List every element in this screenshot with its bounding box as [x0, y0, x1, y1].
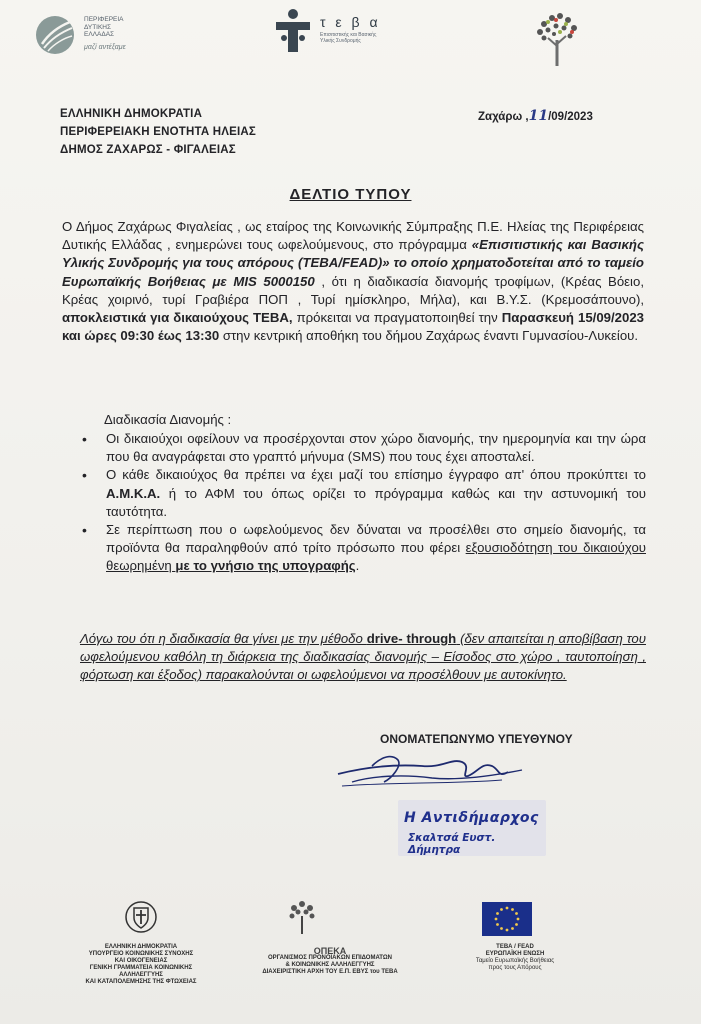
- teba-logo: [272, 8, 392, 54]
- drive-through-note: Λόγω του ότι η διαδικασία θα γίνει με την μέθοδο drive- through (δεν απαιτείται η αποβίβαση του ωφελούμενου καθόλη τη διάρκεια της διαδικασίας διανομής – Είσοδος στο χώρο , ταυτοποίηση , φόρτωση και έξοδος) παρακαλούνται οι ωφελούμενοι να προσέλθουν με αυτοκίνητο.: [80, 631, 646, 683]
- teba-mark-icon: [272, 8, 314, 54]
- procedure-item-3: • Σε περίπτωση που ο ωφελούμενος δεν δύναται να προσέλθει στο σημείο διανομής, τα προϊόντα θα παραληφθούν από τρίτο πρόσωπο που φέρει εξουσιοδότηση του δικαιούχου θεωρημένη με το γνήσιο της υπογραφής.: [80, 521, 646, 576]
- document-date: Ζαχάρω ,11/09/2023: [478, 108, 593, 124]
- teba-subtitle: Επισιτιστικής και Βασικής Υλικής Συνδρομής: [320, 32, 377, 44]
- header-line-3: ΔΗΜΟΣ ΖΑΧΑΡΩΣ - ΦΙΓΑΛΕΙΑΣ: [60, 144, 236, 156]
- greek-coat-of-arms-icon: [124, 900, 158, 934]
- signature-title: ΟΝΟΜΑΤΕΠΩΝΥΜΟ ΥΠΕΥΘΥΝΟΥ: [380, 732, 573, 746]
- header-line-2: ΠΕΡΙΦΕΡΕΙΑΚΗ ΕΝΟΤΗΤΑ ΗΛΕΙΑΣ: [60, 126, 256, 138]
- main-paragraph: Ο Δήμος Ζαχάρως Φιγαλείας , ως εταίρος της Κοινωνικής Σύμπραξης Π.Ε. Ηλείας της Περιφέρειας Δυτικής Ελλάδας , ενημερώνει τους ωφελούμενους, στο πρόγραμμα «Επισιτιστικής και Βασικής Υλικής Συνδρομής για τους απόρους (ΤΕΒΑ/FEAD)» το οποίο χρηματοδοτείται από το ταμείο Ευρωπαϊκής Βοήθειας με MIS 5000150 , ότι η διαδικασία διανομής τροφίμων, (Κρέας Βόειο, Κρέας χοιρινό, τυρί Γραβιέρα ΠΟΠ , Τυρί ημίσκληρο, Μήλα), και Β.Υ.Σ. (Κρεμοσάπουνο), αποκλειστικά για δικαιούχους ΤΕΒΑ, πρόκειται να πραγματοποιηθεί την Παρασκευή 15/09/2023 και ώρες 09:30 έως 13:30 στην κεντρική αποθήκη του δήμου Ζαχάρως έναντι Γυμνασίου-Λυκείου.: [62, 219, 644, 344]
- region-slogan: μαζί αντέξαμε: [84, 44, 126, 51]
- opeka-tree-icon: [282, 896, 322, 936]
- procedure-list: [80, 430, 646, 576]
- tree-logo-icon: [526, 6, 588, 68]
- teba-name: τ ε β α: [320, 14, 381, 30]
- document-title: ΔΕΛΤΙΟ ΤΥΠΟΥ: [289, 186, 412, 203]
- region-emblem-icon: [34, 14, 76, 56]
- header-line-1: ΕΛΛΗΝΙΚΗ ΔΗΜΟΚΡΑΤΙΑ: [60, 108, 203, 120]
- footer-fead: ΤΕΒΑ / FEAD ΕΥΡΩΠΑΪΚΗ ΕΝΩΣΗ Ταμείο Ευρωπαϊκής Βοήθειας προς τους Απόρους: [475, 944, 555, 971]
- region-logo: [34, 14, 154, 60]
- procedure-title: Διαδικασία Διανομής :: [104, 412, 232, 427]
- footer-opeka: ΟΠΕΚΑ ΟΡΓΑΝΙΣΜΟΣ ΠΡΟΝΟΙΑΚΩΝ ΕΠΙΔΟΜΑΤΩΝ & ΚΟΙΝΩΝΙΚΗΣ ΑΛΛΗΛΕΓΓΥΗΣ ΔΙΑΧΕΙΡΙΣΤΙΚΗ ΑΡΧΗ ΤΟΥ Ε.Π. ΕΒΥΣ του ΤΕΒΑ: [262, 946, 398, 975]
- official-stamp: Η Αντιδήμαρχος Σκαλτσά Ευστ. Δήμητρα: [398, 800, 546, 856]
- region-logo-text: ΠΕΡΙΦΕΡΕΙΑ ΔΥΤΙΚΗΣ ΕΛΛΑΔΑΣ: [84, 16, 124, 38]
- eu-flag-icon: [482, 902, 532, 936]
- procedure-item-1: • Οι δικαιούχοι οφείλουν να προσέρχονται στον χώρο διανομής, την ημερομηνία και την ώρα που θα αναγράφεται στο γραπτό μήνυμα (SMS) που τους έχει αποσταλεί.: [80, 430, 646, 466]
- procedure-item-2: • Ο κάθε δικαιούχος θα πρέπει να έχει μαζί του επίσημο έγγραφο απ' όπου προκύπτει το Α.Μ.Κ.Α. ή το ΑΦΜ του όπως ορίζει το πρόγραμμα καθώς και την αστυνομική του ταυτότητα.: [80, 466, 646, 521]
- footer-ministry: ΕΛΛΗΝΙΚΗ ΔΗΜΟΚΡΑΤΙΑ ΥΠΟΥΡΓΕΙΟ ΚΟΙΝΩΝΙΚΗΣ ΣΥΝΟΧΗΣ ΚΑΙ ΟΙΚΟΓΕΝΕΙΑΣ ΓΕΝΙΚΗ ΓΡΑΜΜΑΤΕΙΑ ΚΟΙΝΩΝΙΚΗΣ ΑΛΛΗΛΕΓΓΥΗΣ ΚΑΙ ΚΑΤΑΠΟΛΕΜΗΣΗΣ ΤΗΣ ΦΤΩΧΕΙΑΣ: [85, 944, 197, 985]
- handwritten-signature-icon: [332, 748, 532, 794]
- date-day-handwritten: 11: [528, 108, 549, 124]
